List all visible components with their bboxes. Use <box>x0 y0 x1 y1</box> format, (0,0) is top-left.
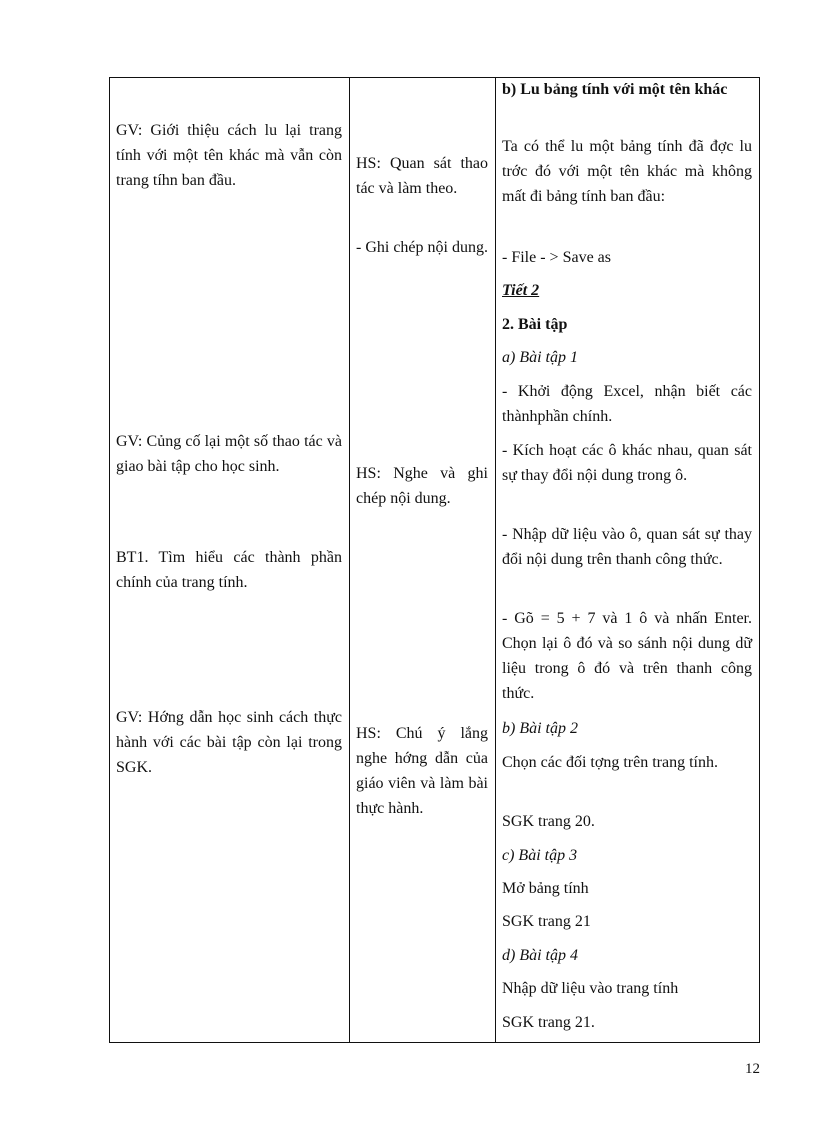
exercise-line: SGK trang 20. <box>502 813 595 830</box>
exercise-heading: a) Bài tập 1 <box>502 349 578 366</box>
lesson-plan-table <box>109 77 760 1043</box>
list-item: - Gõ = 5 + 7 và 1 ô và nhấn Enter. Chọn lại ô đó và so sánh nội dung dữ liệu trong ô đó và trên thanh công thức. <box>502 610 752 702</box>
list-item: - Kích hoạt các ô khác nhau, quan sát sự thay đổi nội dung trong ô. <box>502 442 752 484</box>
student-activity-cell <box>350 78 496 1043</box>
section-heading: b) Lu bảng tính với một tên khác <box>502 81 728 98</box>
exercise-note: BT1. Tìm hiểu các thành phần chính của trang tính. <box>116 549 342 591</box>
section-text: Ta có thể lu một bảng tính đã đợc lu trớc đó với một tên khác mà không mất đi bảng tính ban đầu: <box>502 138 752 205</box>
teacher-note: GV: Giới thiệu cách lu lại trang tính với một tên khác mà vẫn còn trang tíhn ban đầu. <box>116 122 342 189</box>
exercise-heading: b) Bài tập 2 <box>502 720 578 737</box>
exercise-line: SGK trang 21. <box>502 1014 595 1031</box>
section-step: - File - > Save as <box>502 249 611 266</box>
teacher-note: GV: Củng cố lại một số thao tác và giao bài tập cho học sinh. <box>116 433 342 475</box>
student-note: - Ghi chép nội dung. <box>356 239 488 256</box>
teacher-activity-cell <box>110 78 350 1043</box>
exercises-heading: 2. Bài tập <box>502 316 568 333</box>
student-note: HS: Nghe và ghi chép nội dung. <box>356 465 488 507</box>
exercise-line: Chọn các đối tợng trên trang tính. <box>502 754 718 771</box>
exercise-line: Mở bảng tính <box>502 880 589 897</box>
exercise-line: Nhập dữ liệu vào trang tính <box>502 980 679 997</box>
list-item: - Khởi động Excel, nhận biết các thànhphần chính. <box>502 383 752 425</box>
list-item: - Nhập dữ liệu vào ô, quan sát sự thay đổi nội dung trên thanh công thức. <box>502 526 752 568</box>
exercise-line: SGK trang 21 <box>502 913 591 930</box>
table-row <box>110 78 760 1043</box>
period-label: Tiết 2 <box>502 282 540 299</box>
exercise-heading: c) Bài tập 3 <box>502 847 578 864</box>
exercise-heading: d) Bài tập 4 <box>502 947 578 964</box>
page-number: 12 <box>745 1061 760 1077</box>
student-note: HS: Quan sát thao tác và làm theo. <box>356 155 488 197</box>
content-cell <box>496 78 760 1043</box>
student-note: HS: Chú ý lắng nghe hớng dẫn của giáo viên và làm bài thực hành. <box>356 725 488 817</box>
teacher-note: GV: Hớng dẫn học sinh cách thực hành với các bài tập còn lại trong SGK. <box>116 709 342 776</box>
